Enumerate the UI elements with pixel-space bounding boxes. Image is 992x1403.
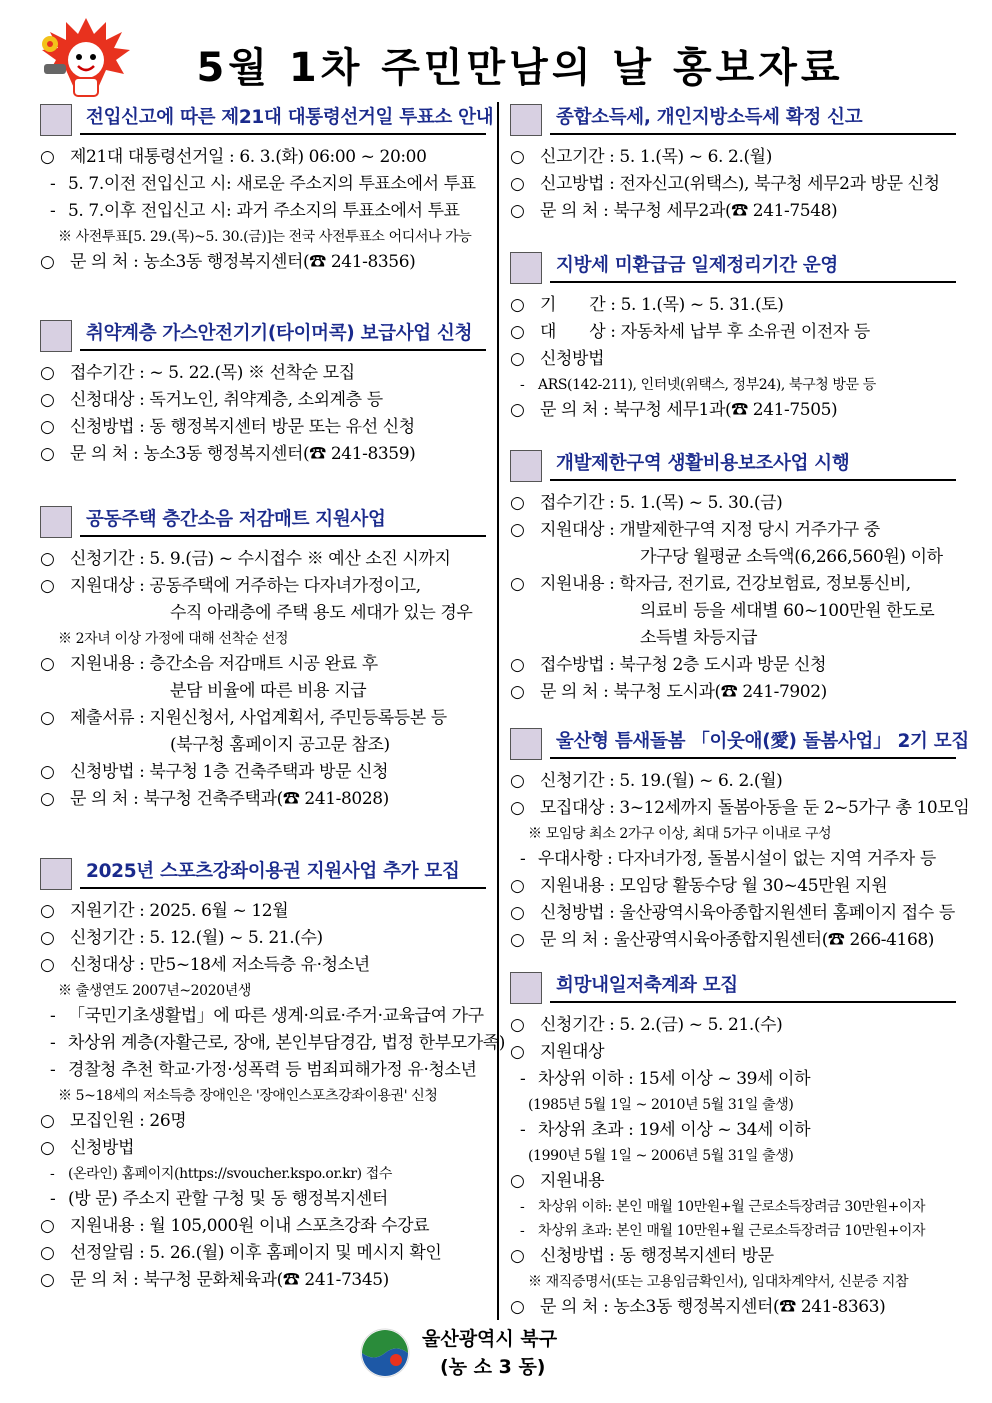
item-text: 문 의 처 : 농소3동 행정복지센터(☎ 241-8359) [70, 444, 416, 464]
item-line [40, 144, 486, 171]
circle-bullet-icon: ○ [40, 417, 55, 437]
item-text: 신청기간 : 5. 12.(월) ~ 5. 21.(수) [70, 928, 323, 948]
item-line [510, 373, 956, 397]
item-line [510, 144, 956, 171]
section-title: 희망내일저축계좌 모집 [550, 970, 956, 1003]
dash-bullet-icon: - [520, 1223, 525, 1239]
item-line [510, 652, 956, 679]
dash-bullet-icon: - [520, 849, 526, 869]
item-line [40, 651, 486, 678]
item-text: 신고기간 : 5. 1.(목) ~ 6. 2.(월) [540, 147, 772, 167]
item-text: 지원내용 : 월 105,000원 이내 스포츠강좌 수강료 [70, 1216, 430, 1236]
item-line [40, 1267, 486, 1294]
item-text: 신청방법 : 울산광역시육아종합지원센터 홈페이지 접수 등 [540, 903, 955, 923]
item-text: 의료비 등을 세대별 60~100만원 한도로 [640, 601, 935, 621]
item-line [40, 546, 486, 573]
item-text: 모집대상 : 3~12세까지 돌봄아동을 둔 2~5가구 총 10모임 [540, 798, 970, 818]
section-header [40, 856, 486, 892]
circle-bullet-icon: ○ [510, 295, 525, 315]
page-title: 5월 1차 주민만남의 날 홍보자료 [196, 45, 844, 91]
circle-bullet-icon: ○ [510, 682, 525, 702]
circle-bullet-icon: ○ [40, 1270, 55, 1290]
section-header [510, 448, 956, 484]
section-header [40, 318, 486, 354]
item-line [510, 598, 956, 625]
circle-bullet-icon: ○ [510, 771, 525, 791]
item-text: 5. 7.이전 전입신고 시: 새로운 주소지의 투표소에서 투표 [68, 174, 476, 194]
item-line [40, 573, 486, 600]
item-text: 신청기간 : 5. 9.(금) ~ 수시접수 ※ 예산 소진 시까지 [70, 549, 451, 569]
dash-bullet-icon: - [50, 1166, 55, 1182]
circle-bullet-icon: ○ [510, 1015, 525, 1035]
item-line [510, 544, 956, 571]
item-line [510, 625, 956, 652]
item-text: 지원내용 : 층간소음 저감매트 시공 완료 후 [70, 654, 378, 674]
circle-bullet-icon: ○ [510, 201, 525, 221]
circle-bullet-icon: ○ [40, 708, 55, 728]
circle-bullet-icon: ○ [40, 955, 55, 975]
item-text: 지원기간 : 2025. 6월 ~ 12월 [70, 901, 289, 921]
item-line [40, 1162, 486, 1186]
circle-bullet-icon: ○ [510, 930, 525, 950]
item-line [40, 1030, 506, 1057]
item-text: 소득별 차등지급 [640, 628, 758, 648]
item-text: 차상위 이하 : 15세 이상 ~ 39세 이하 [538, 1069, 811, 1089]
section-header [510, 726, 969, 762]
item-text: 지원내용 [540, 1171, 605, 1191]
item-line [40, 1213, 486, 1240]
item-text: 차상위 계층(자활근로, 장애, 본인부담경감, 법정 한부모가족) [68, 1033, 506, 1053]
circle-bullet-icon: ○ [40, 147, 55, 167]
circle-bullet-icon: ○ [40, 928, 55, 948]
item-line [40, 1135, 486, 1162]
item-line [40, 898, 486, 925]
column-divider [497, 102, 499, 1320]
circle-bullet-icon: ○ [510, 174, 525, 194]
item-text: 경찰청 추천 학교·가정·성폭력 등 범죄피해가정 유·청소년 [68, 1060, 477, 1080]
section-header [510, 102, 956, 138]
item-text: 차상위 이하: 본인 매월 10만원+월 근로소득장려금 30만원+이자 [538, 1199, 926, 1215]
item-text: 「국민기초생활법」에 따른 생계·의료·주거·교육급여 가구 [68, 1006, 484, 1026]
circle-bullet-icon: ○ [510, 574, 525, 594]
item-line [510, 927, 956, 954]
section-marker-icon [510, 972, 542, 1004]
item-line [510, 292, 956, 319]
section-title: 종합소득세, 개인지방소득세 확정 신고 [550, 102, 956, 135]
item-text: ARS(142-211), 인터넷(위택스, 정부24), 북구청 방문 등 [538, 377, 876, 393]
item-text: (1990년 5월 1일 ~ 2006년 5월 31일 출생) [528, 1148, 794, 1164]
dash-bullet-icon: - [50, 1006, 56, 1026]
item-line [510, 517, 956, 544]
section-title: 지방세 미환급금 일제정리기간 운영 [550, 250, 956, 283]
section [510, 970, 956, 1321]
circle-bullet-icon: ○ [510, 1042, 525, 1062]
section-marker-icon [40, 506, 72, 538]
dash-bullet-icon: - [50, 1189, 56, 1209]
item-line [40, 225, 471, 249]
dash-bullet-icon: - [50, 1033, 56, 1053]
dash-bullet-icon: - [520, 1199, 525, 1215]
circle-bullet-icon: ○ [40, 654, 55, 674]
item-line [40, 1057, 486, 1084]
section-header [40, 504, 486, 540]
section [40, 318, 486, 468]
section-body [510, 138, 956, 225]
circle-bullet-icon: ○ [40, 1216, 55, 1236]
section-body [510, 762, 970, 954]
section [40, 856, 506, 1294]
circle-bullet-icon: ○ [510, 1246, 525, 1266]
section-title: 개발제한구역 생활비용보조사업 시행 [550, 448, 956, 481]
section-title: 2025년 스포츠강좌이용권 지원사업 추가 모집 [80, 856, 486, 889]
item-text: 지원내용 : 학자금, 전기료, 건강보험료, 정보통신비, [540, 574, 911, 594]
item-line [510, 1039, 956, 1066]
item-line [510, 1093, 793, 1117]
item-text: 접수방법 : 북구청 2층 도시과 방문 신청 [540, 655, 827, 675]
section-header [510, 250, 956, 286]
section-body [40, 138, 486, 276]
item-line [510, 1168, 956, 1195]
section-title: 울산형 틈새돌봄 「이웃애(愛) 돌봄사업」 2기 모집 [550, 726, 956, 759]
item-text: 우대사항 : 다자녀가정, 돌봄시설이 없는 지역 거주자 등 [538, 849, 936, 869]
item-line [40, 1003, 486, 1030]
item-text: 신청방법 : 동 행정복지센터 방문 [540, 1246, 774, 1266]
item-text: 문 의 처 : 북구청 세무1과(☎ 241-7505) [540, 400, 838, 420]
item-text: 차상위 초과 : 19세 이상 ~ 34세 이하 [538, 1120, 811, 1140]
section-header [510, 970, 956, 1006]
item-line [40, 925, 486, 952]
mascot-icon [36, 14, 136, 104]
item-line [40, 441, 486, 468]
item-text: 문 의 처 : 북구청 건축주택과(☎ 241-8028) [70, 789, 389, 809]
item-line [40, 171, 486, 198]
footer-org: 울산광역시 북구 [422, 1328, 558, 1350]
section [40, 102, 494, 276]
item-text: 신청방법 [540, 349, 605, 369]
section [510, 448, 956, 706]
item-text: 신청방법 : 북구청 1층 건축주택과 방문 신청 [70, 762, 389, 782]
item-text: 기 간 : 5. 1.(목) ~ 5. 31.(토) [540, 295, 784, 315]
section-body [510, 1006, 956, 1321]
item-line [510, 900, 956, 927]
footer [360, 1322, 660, 1382]
circle-bullet-icon: ○ [40, 762, 55, 782]
item-line [40, 414, 486, 441]
circle-bullet-icon: ○ [510, 655, 525, 675]
item-text: 접수기간 : ~ 5. 22.(목) ※ 선착순 모집 [70, 363, 355, 383]
item-line [40, 678, 486, 705]
item-line [40, 1108, 486, 1135]
item-line [510, 846, 956, 873]
item-text: ※ 5~18세의 저소득층 장애인은 '장애인스포츠강좌이용권' 신청 [58, 1088, 438, 1104]
item-line [510, 397, 956, 424]
page-header [0, 0, 992, 100]
item-line [40, 952, 486, 979]
circle-bullet-icon: ○ [510, 798, 525, 818]
item-line [510, 1012, 956, 1039]
item-text: 차상위 초과: 본인 매월 10만원+월 근로소득장려금 10만원+이자 [538, 1223, 926, 1239]
circle-bullet-icon: ○ [40, 789, 55, 809]
item-text: 문 의 처 : 울산광역시육아종합지원센터(☎ 266-4168) [540, 930, 935, 950]
item-text: 신청방법 [70, 1138, 135, 1158]
item-text: 제출서류 : 지원신청서, 사업계획서, 주민등록등본 등 [70, 708, 447, 728]
item-text: 모집인원 : 26명 [70, 1111, 187, 1131]
section [510, 250, 956, 424]
section-marker-icon [510, 252, 542, 284]
item-text: 신청방법 : 동 행정복지센터 방문 또는 유선 신청 [70, 417, 415, 437]
item-line [510, 1219, 956, 1243]
item-text: ※ 사전투표[5. 29.(목)~5. 30.(금)]는 전국 사전투표소 어디서나 가능 [58, 229, 472, 245]
item-line [510, 1270, 908, 1294]
circle-bullet-icon: ○ [40, 901, 55, 921]
dash-bullet-icon: - [50, 1060, 56, 1080]
circle-bullet-icon: ○ [40, 1111, 55, 1131]
item-text: 접수기간 : 5. 1.(목) ~ 5. 30.(금) [540, 493, 783, 513]
item-line [510, 171, 956, 198]
circle-bullet-icon: ○ [40, 549, 55, 569]
item-text: 제21대 대통령선거일 : 6. 3.(화) 06:00 ~ 20:00 [70, 147, 427, 167]
item-line [40, 198, 486, 225]
circle-bullet-icon: ○ [510, 493, 525, 513]
dash-bullet-icon: - [520, 1120, 526, 1140]
item-line [40, 249, 486, 276]
item-line [510, 1243, 956, 1270]
section [40, 504, 486, 813]
circle-bullet-icon: ○ [40, 390, 55, 410]
footer-dong: (농 소 3 동) [440, 1356, 546, 1378]
dash-bullet-icon: - [50, 201, 56, 221]
item-text: 문 의 처 : 북구청 문화체육과(☎ 241-7345) [70, 1270, 389, 1290]
item-text: 지원대상 [540, 1042, 605, 1062]
item-text: 지원내용 : 모임당 활동수당 월 30~45만원 지원 [540, 876, 888, 896]
item-line [40, 979, 251, 1003]
item-text: 문 의 처 : 북구청 도시과(☎ 241-7902) [540, 682, 827, 702]
section-marker-icon [510, 104, 542, 136]
circle-bullet-icon: ○ [40, 576, 55, 596]
item-text: 지원대상 : 개발제한구역 지정 당시 거주가구 중 [540, 520, 880, 540]
item-text: 가구당 월평균 소득액(6,266,560원) 이하 [640, 547, 943, 567]
section-marker-icon [40, 858, 72, 890]
item-line [40, 600, 486, 627]
circle-bullet-icon: ○ [510, 520, 525, 540]
circle-bullet-icon: ○ [510, 400, 525, 420]
item-line [510, 795, 970, 822]
section-title: 전입신고에 따른 제21대 대통령선거일 투표소 안내 [80, 102, 486, 135]
section-body [40, 892, 506, 1294]
item-line [40, 360, 486, 387]
item-text: ※ 재직증명서(또는 고용임금확인서), 임대차계약서, 신분증 지참 [528, 1274, 909, 1290]
section-marker-icon [510, 728, 542, 760]
item-text: (북구청 홈페이지 공고문 참조) [170, 735, 390, 755]
item-line [510, 1066, 956, 1093]
item-line [40, 1240, 486, 1267]
section-title: 취약계층 가스안전기기(타이머콕) 보급사업 신청 [80, 318, 486, 351]
item-line [510, 1195, 956, 1219]
item-text: 문 의 처 : 농소3동 행정복지센터(☎ 241-8363) [540, 1297, 886, 1317]
circle-bullet-icon: ○ [510, 903, 525, 923]
item-text: ※ 출생연도 2007년~2020년생 [58, 983, 251, 999]
item-line [510, 319, 956, 346]
item-text: 대 상 : 자동차세 납부 후 소유권 이전자 등 [540, 322, 870, 342]
circle-bullet-icon: ○ [510, 322, 525, 342]
item-line [510, 346, 956, 373]
item-text: 신청기간 : 5. 2.(금) ~ 5. 21.(수) [540, 1015, 783, 1035]
item-text: (1985년 5월 1일 ~ 2010년 5월 31일 출생) [528, 1097, 794, 1113]
item-line [510, 873, 956, 900]
circle-bullet-icon: ○ [40, 363, 55, 383]
dash-bullet-icon: - [520, 1069, 526, 1089]
item-line [40, 705, 486, 732]
circle-bullet-icon: ○ [510, 349, 525, 369]
item-line [510, 1294, 956, 1321]
dash-bullet-icon: - [50, 174, 56, 194]
item-text: ※ 2자녀 이상 가정에 대해 선착순 선정 [58, 631, 289, 647]
item-text: ※ 모임당 최소 2가구 이상, 최대 5가구 이내로 구성 [528, 826, 832, 842]
section-body [40, 540, 486, 813]
section [510, 102, 956, 225]
dash-bullet-icon: - [520, 377, 525, 393]
item-text: 신청기간 : 5. 19.(월) ~ 6. 2.(월) [540, 771, 783, 791]
item-line [40, 759, 486, 786]
item-text: 분담 비율에 따른 비용 지급 [170, 681, 367, 701]
item-text: 신청대상 : 독거노인, 취약계층, 소외계층 등 [70, 390, 383, 410]
item-text: 문 의 처 : 농소3동 행정복지센터(☎ 241-8356) [70, 252, 416, 272]
item-line [40, 1084, 437, 1108]
item-line [40, 627, 288, 651]
item-text: 5. 7.이후 전입신고 시: 과거 주소지의 투표소에서 투표 [68, 201, 460, 221]
item-text: (방 문) 주소지 관할 구청 및 동 행정복지센터 [68, 1189, 388, 1209]
section-body [40, 354, 486, 468]
item-text: 문 의 처 : 북구청 세무2과(☎ 241-7548) [540, 201, 838, 221]
item-text: 신청대상 : 만5~18세 저소득층 유·청소년 [70, 955, 370, 975]
item-text: 선정알림 : 5. 26.(월) 이후 홈페이지 및 메시지 확인 [70, 1243, 442, 1263]
section-marker-icon [40, 104, 72, 136]
circle-bullet-icon: ○ [510, 876, 525, 896]
section-header [40, 102, 494, 138]
section-marker-icon [40, 320, 72, 352]
item-text: 지원대상 : 공동주택에 거주하는 다자녀가정이고, [70, 576, 421, 596]
item-text: 신고방법 : 전자신고(위택스), 북구청 세무2과 방문 신청 [540, 174, 940, 194]
item-text: 수직 아래층에 주택 용도 세대가 있는 경우 [170, 603, 473, 623]
item-line [40, 786, 486, 813]
section-marker-icon [510, 450, 542, 482]
section [510, 726, 970, 954]
circle-bullet-icon: ○ [40, 1138, 55, 1158]
item-line [510, 490, 956, 517]
item-line [40, 732, 486, 759]
section-body [510, 286, 956, 424]
item-line [40, 387, 486, 414]
circle-bullet-icon: ○ [510, 1297, 525, 1317]
circle-bullet-icon: ○ [40, 444, 55, 464]
buk-gu-logo-icon [360, 1328, 410, 1378]
item-line [510, 679, 956, 706]
circle-bullet-icon: ○ [40, 252, 55, 272]
item-line [510, 768, 956, 795]
item-text[interactable]: (온라인) 홈페이지(https://svoucher.kspo.or.kr) 접수 [68, 1166, 392, 1182]
circle-bullet-icon: ○ [510, 147, 525, 167]
section-title: 공동주택 층간소음 저감매트 지원사업 [80, 504, 486, 537]
circle-bullet-icon: ○ [40, 1243, 55, 1263]
item-line [40, 1186, 486, 1213]
item-line [510, 822, 831, 846]
item-line [510, 1144, 793, 1168]
item-line [510, 198, 956, 225]
item-line [510, 1117, 956, 1144]
circle-bullet-icon: ○ [510, 1171, 525, 1191]
section-body [510, 484, 956, 706]
item-line [510, 571, 956, 598]
